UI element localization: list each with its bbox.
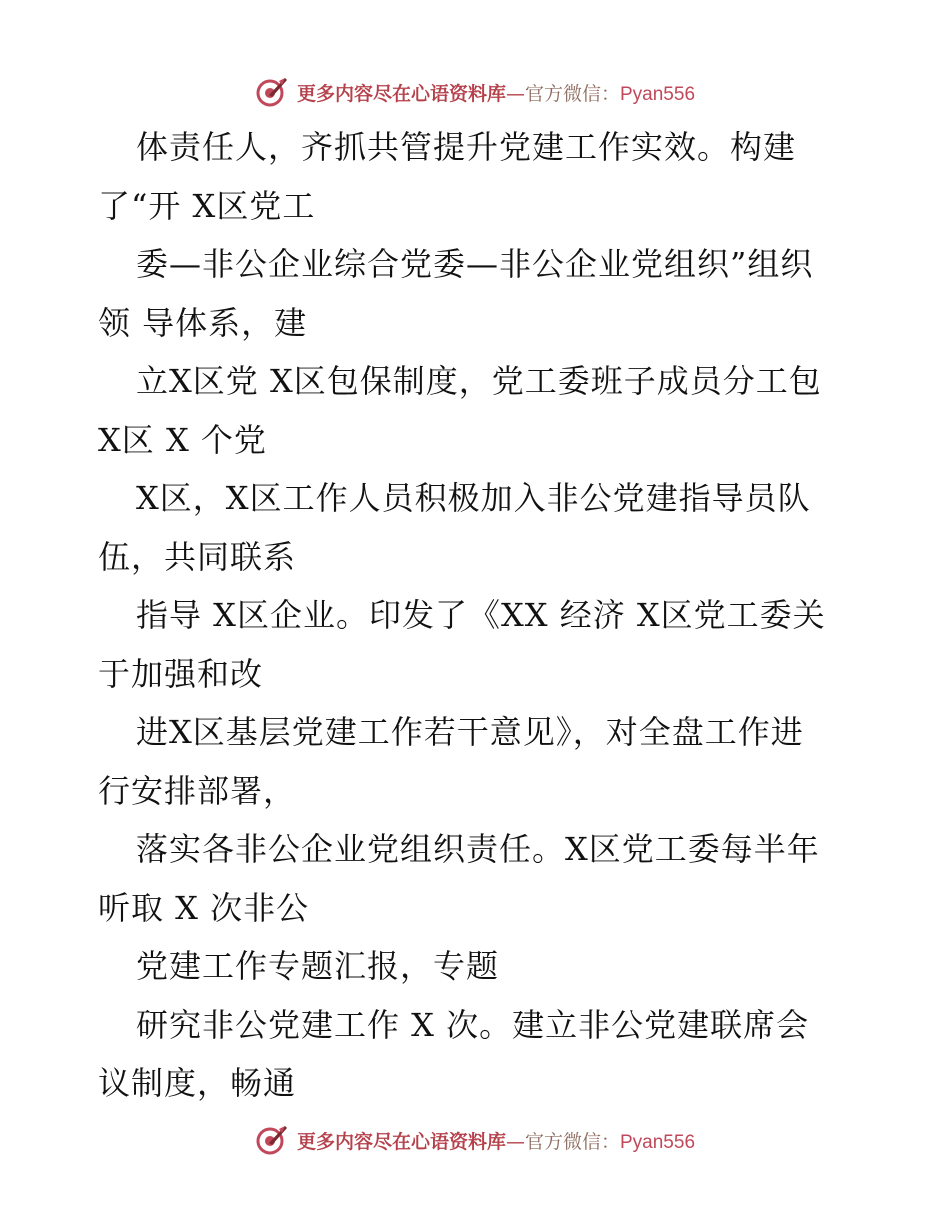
text-line: 议制度，畅通 xyxy=(98,1064,297,1102)
feather-pen-seal-icon xyxy=(255,75,289,109)
text-line: 进X区基层党建工作若干意见》，对全盘工作进 xyxy=(136,713,804,751)
header-watermark-banner xyxy=(0,72,950,112)
watermark-text: 更多内容尽在心语资料库—官方微信：Pyan556 xyxy=(296,1130,696,1153)
text-line: 体责任人，齐抓共管提升党建工作实效。构建 xyxy=(136,128,797,166)
text-line: X区 X 个党 xyxy=(98,420,267,459)
text-line: 立X区党 X区包保制度，党工委班子成员分工包 xyxy=(136,362,822,400)
document-body xyxy=(98,118,858,1113)
text-line: 行安排部署， xyxy=(98,771,297,810)
text-line: 领 导体系，建 xyxy=(98,303,308,342)
text-line: 研究非公党建工作 X 次。建立非公党建联席会 xyxy=(136,1005,810,1044)
text-line: 落实各非公企业党组织责任。X区党工委每半年 xyxy=(136,830,820,868)
text-line: 委—非公企业综合党委—非公企业党组织”组织 xyxy=(136,245,814,283)
footer-watermark-banner xyxy=(0,1120,950,1160)
text-line: 听取 X 次非公 xyxy=(98,888,310,927)
watermark-text: 更多内容尽在心语资料库—官方微信：Pyan556 xyxy=(296,82,696,105)
text-line: 了“开 X区党工 xyxy=(98,186,316,225)
text-line: 伍，共同联系 xyxy=(98,537,297,576)
text-line: 党建工作专题汇报，专题 xyxy=(136,947,500,985)
text-line: 于加强和改 xyxy=(98,654,264,693)
text-line: X区，X区工作人员积极加入非公党建指导员队 xyxy=(136,479,811,517)
text-line: 指导 X区企业。印发了《XX 经济 X区党工委关 xyxy=(136,596,826,634)
feather-pen-seal-icon xyxy=(255,1123,289,1157)
